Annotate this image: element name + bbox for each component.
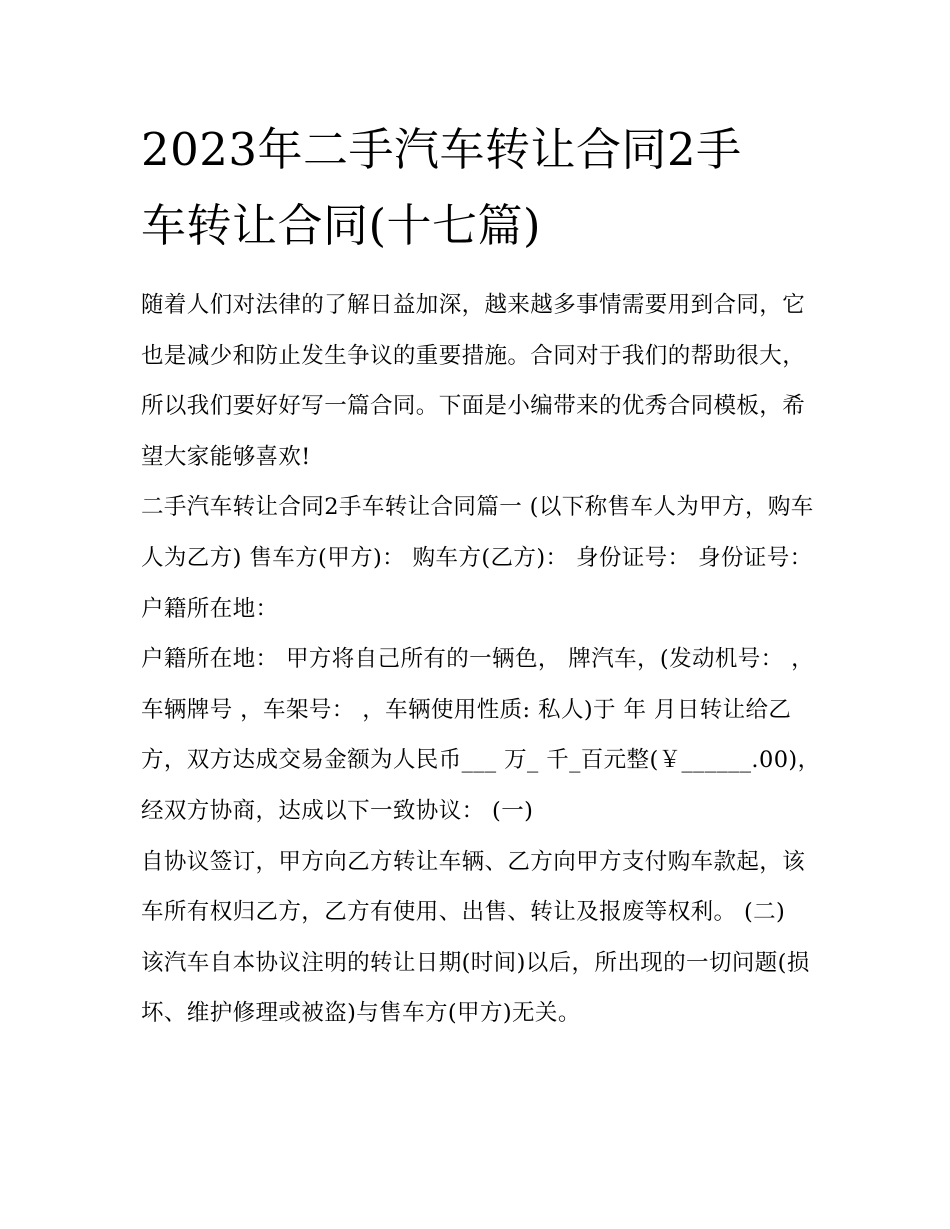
document-page (141, 112, 821, 1039)
intro-paragraph: 随着人们对法律的了解日益加深，越来越多事情需要用到合同，它也是减少和防止发生争议的重要措施。合同对于我们的帮助很大，所以我们要好好写一篇合同。下面是小编带来的优秀合同模板，希望大家能够喜欢! (141, 292, 806, 470)
liability-paragraph: 该汽车自本协议注明的转让日期(时间)以后，所出现的一切问题(损坏、维护修理或被盗)与售车方(甲方)无关。 (141, 949, 810, 1027)
ownership-paragraph: 自协议签订，甲方向乙方转让车辆、乙方向甲方支付购车款起，该车所有权归乙方，乙方有使用、出售、转让及报废等权利。 (二) (141, 848, 806, 926)
title-line-2: 车转让合同(十七篇) (141, 199, 542, 252)
document-title (141, 112, 821, 264)
title-line-1: 2023年二手汽车转让合同2手 (141, 123, 742, 176)
contract-header-paragraph: 二手汽车转让合同2手车转让合同篇一 (以下称售车人为甲方，购车人为乙方) 售车方(甲方)： 购车方(乙方)： 身份证号： 身份证号： 户籍所在地： (141, 494, 814, 622)
vehicle-transfer-paragraph: 户籍所在地： 甲方将自己所有的一辆色， 牌汽车，(发动机号： ，车辆牌号 ，车架号： ，车辆使用性质: 私人)于 年 月日转让给乙方，双方达成交易金额为人民币___ 万_ 千_百元整(￥______.00)，经双方协商，达成以下一致协议： (一) (141, 646, 821, 824)
